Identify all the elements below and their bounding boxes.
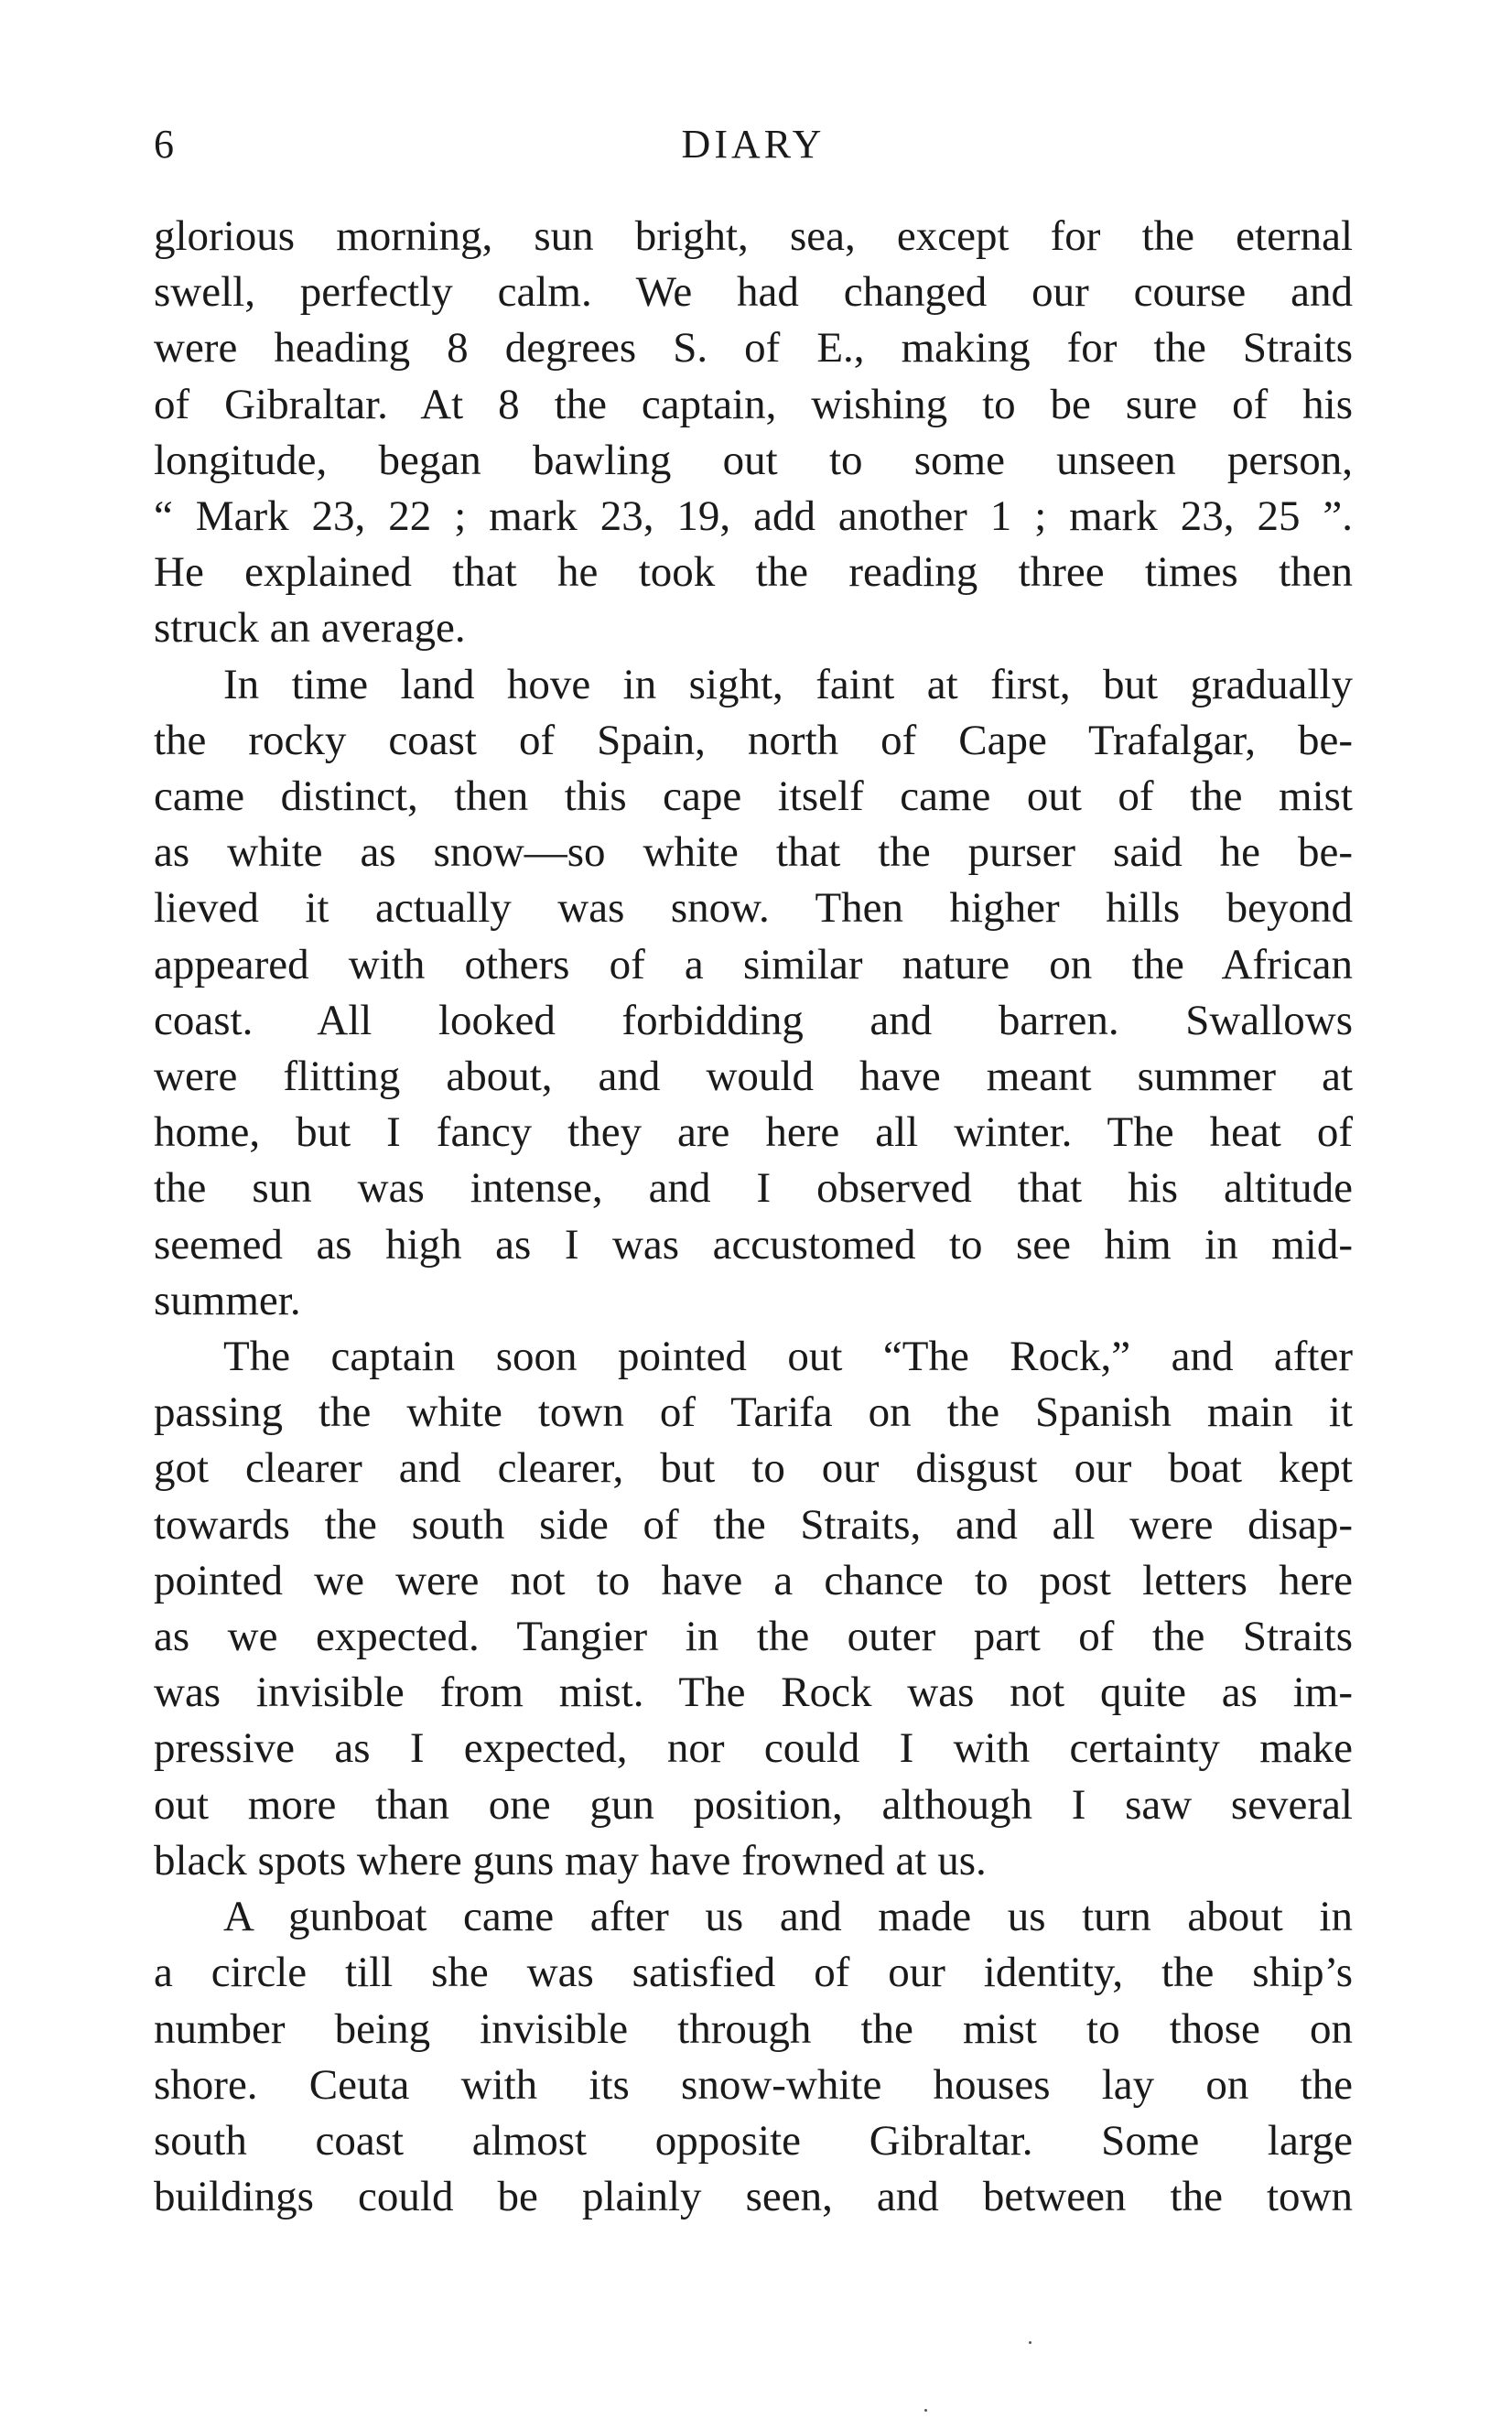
text-line: came distinct, then this cape itself came out of the mist — [154, 772, 1353, 821]
text-line: were flitting about, and would have meant summer at — [154, 1053, 1353, 1101]
page-header — [154, 117, 1353, 172]
page-number: 6 — [154, 122, 174, 167]
text-line: as white as snow—so white that the purser said he be- — [154, 828, 1353, 877]
text-line: struck an average. — [154, 604, 466, 653]
text-line: the sun was intense, and I observed that his altitude — [154, 1164, 1353, 1213]
text-line: The captain soon pointed out “The Rock,” and after — [223, 1333, 1353, 1381]
text-line: buildings could be plainly seen, and between the town — [154, 2173, 1353, 2221]
text-line: glorious morning, sun bright, sea, except for the eternal — [154, 212, 1353, 260]
text-line: the rocky coast of Spain, north of Cape Trafalgar, be- — [154, 716, 1353, 764]
text-line: shore. Ceuta with its snow-white houses lay on the — [154, 2060, 1353, 2109]
text-line: He explained that he took the reading three times then — [154, 548, 1353, 597]
text-line: longitude, began bawling out to some unseen person, — [154, 436, 1353, 484]
text-line: as we expected. Tangier in the outer part of the Straits — [154, 1613, 1353, 1661]
paragraph — [154, 1329, 1353, 1889]
running-head: DIARY — [681, 122, 826, 167]
paragraph — [154, 657, 1353, 1329]
text-line: pointed we were not to have a chance to post letters here — [154, 1556, 1353, 1604]
text-line: A gunboat came after us and made us turn about in — [223, 1893, 1353, 1941]
text-line: passing the white town of Tarifa on the Spanish main it — [154, 1388, 1353, 1437]
text-line: were heading 8 degrees S. of E., making for the Straits — [154, 324, 1353, 373]
paper-speck — [1029, 2341, 1031, 2344]
text-line: coast. All looked forbidding and barren. Swallows — [154, 996, 1353, 1044]
text-line: In time land hove in sight, faint at first, but gradually — [223, 660, 1353, 708]
text-line: was invisible from mist. The Rock was not quite as im- — [154, 1669, 1353, 1717]
text-line: number being invisible through the mist to those on — [154, 2004, 1353, 2053]
text-line: south coast almost opposite Gibraltar. Some large — [154, 2116, 1353, 2165]
text-line: black spots where guns may have frowned at us. — [154, 1836, 987, 1885]
text-line: summer. — [154, 1276, 301, 1324]
text-line: of Gibraltar. At 8 the captain, wishing to be sure of his — [154, 380, 1353, 428]
text-line: lieved it actually was snow. Then higher hills beyond — [154, 884, 1353, 933]
body-text — [154, 209, 1353, 2225]
text-line: appeared with others of a similar nature on the African — [154, 940, 1353, 988]
text-line: a circle till she was satisfied of our identity, the ship’s — [154, 1949, 1353, 1997]
paragraph — [154, 209, 1353, 657]
text-line: out more than one gun position, although I saw several — [154, 1780, 1353, 1829]
text-line: home, but I fancy they are here all winter. The heat of — [154, 1108, 1353, 1157]
text-line: got clearer and clearer, but to our disgust our boat kept — [154, 1444, 1353, 1493]
text-line: towards the south side of the Straits, and all were disap- — [154, 1500, 1353, 1549]
text-line: pressive as I expected, nor could I with certainty make — [154, 1724, 1353, 1773]
text-line: seemed as high as I was accustomed to see him in mid- — [154, 1220, 1353, 1269]
paragraph — [154, 1889, 1353, 2225]
paper-speck — [924, 2409, 927, 2412]
text-line: “ Mark 23, 22 ; mark 23, 19, add another 1 ; mark 23, 25 ”. — [154, 492, 1353, 541]
text-line: swell, perfectly calm. We had changed our course and — [154, 268, 1353, 317]
